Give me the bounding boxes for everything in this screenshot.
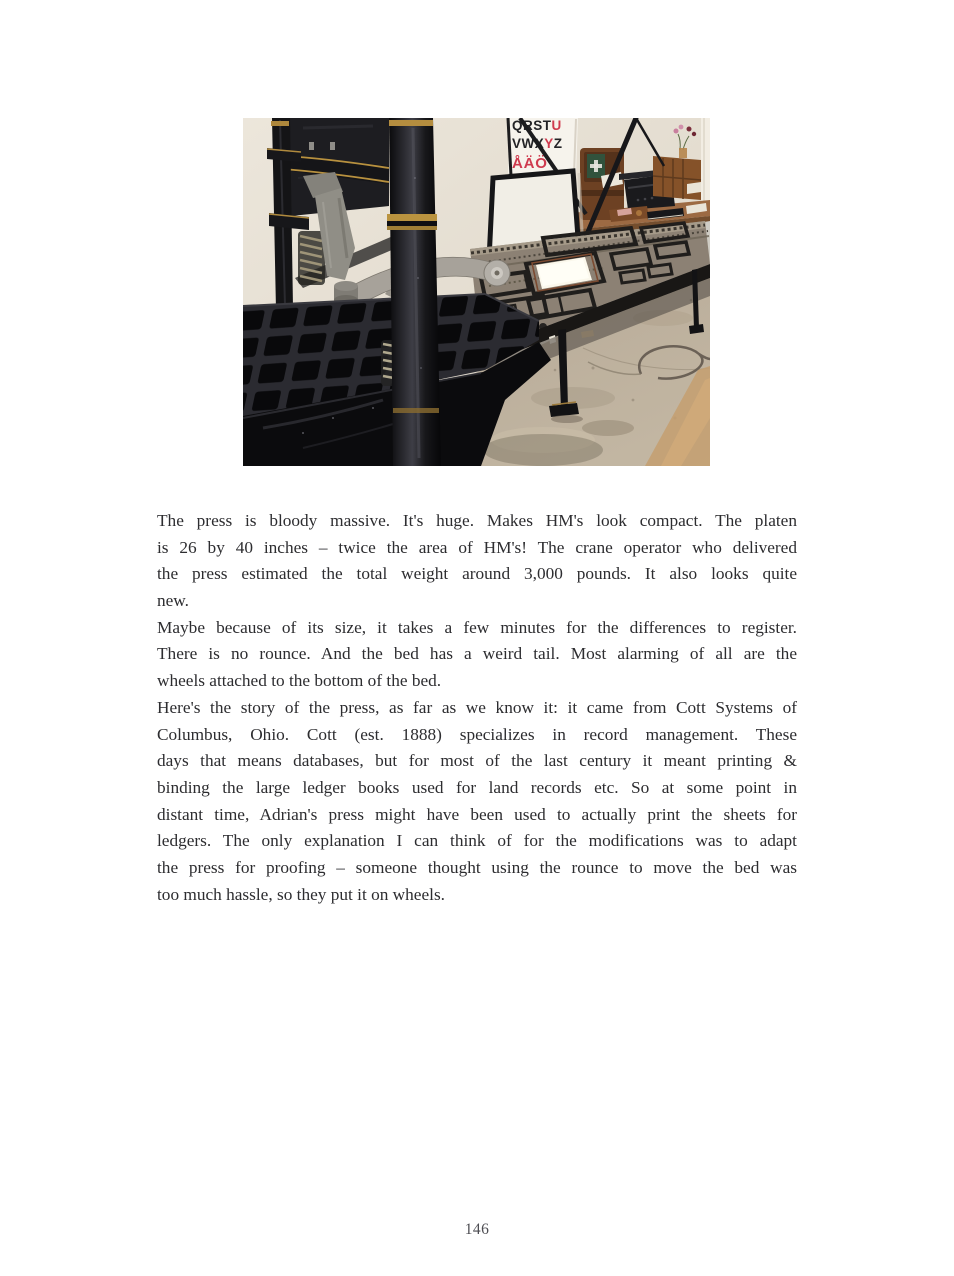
text-line: Here's the story of the press, as far as we know it: it came from Cott Systems of xyxy=(157,697,797,717)
text-line: the press for proofing – someone thought using the rounce to move the bed was xyxy=(157,857,797,877)
text-line: is 26 by 40 inches – twice the area of HM's! The crane operator who delivered xyxy=(157,537,797,557)
text-line: Maybe because of its size, it takes a few minutes for the differences to register. xyxy=(157,617,797,637)
text-line: Columbus, Ohio. Cott (est. 1888) specializes in record management. These xyxy=(157,724,797,744)
body-text xyxy=(157,508,797,908)
press-photo xyxy=(243,118,710,466)
text-line: new. xyxy=(157,591,189,611)
window-frame-strip xyxy=(701,118,710,210)
text-line: the press estimated the total weight around 3,000 pounds. It also looks quite xyxy=(157,564,797,584)
text-line: The press is bloody massive. It's huge. Makes HM's look compact. The platen xyxy=(157,511,797,530)
poster-row-1: QRSTU xyxy=(512,118,562,133)
wooden-crate xyxy=(653,156,701,200)
text-line: distant time, Adrian's press might have been used to actually print the sheets for xyxy=(157,804,797,824)
poster-row-2: VWXYZ xyxy=(512,136,563,151)
spring xyxy=(298,231,325,285)
text-line: There is no rounce. And the bed has a weird tail. Most alarming of all are the xyxy=(157,644,797,664)
paragraph xyxy=(157,695,797,909)
paragraph xyxy=(157,508,797,615)
text-line: days that means databases, but for most of the last century it meant printing & xyxy=(157,751,797,771)
text-line: wheels attached to the bottom of the bed. xyxy=(157,671,442,691)
press-photo-illustration xyxy=(243,118,710,466)
poster-row-3: ÅÄÖ xyxy=(512,155,548,172)
text-line: ledgers. The only explanation I can think of for the modifications was to adapt xyxy=(157,831,797,851)
text-line: binding the large ledger books used for land records etc. So at some point in xyxy=(157,777,797,797)
text-line: too much hassle, so they put it on wheels. xyxy=(157,884,445,904)
page-number: 146 xyxy=(464,1221,490,1238)
paragraph xyxy=(157,615,797,695)
